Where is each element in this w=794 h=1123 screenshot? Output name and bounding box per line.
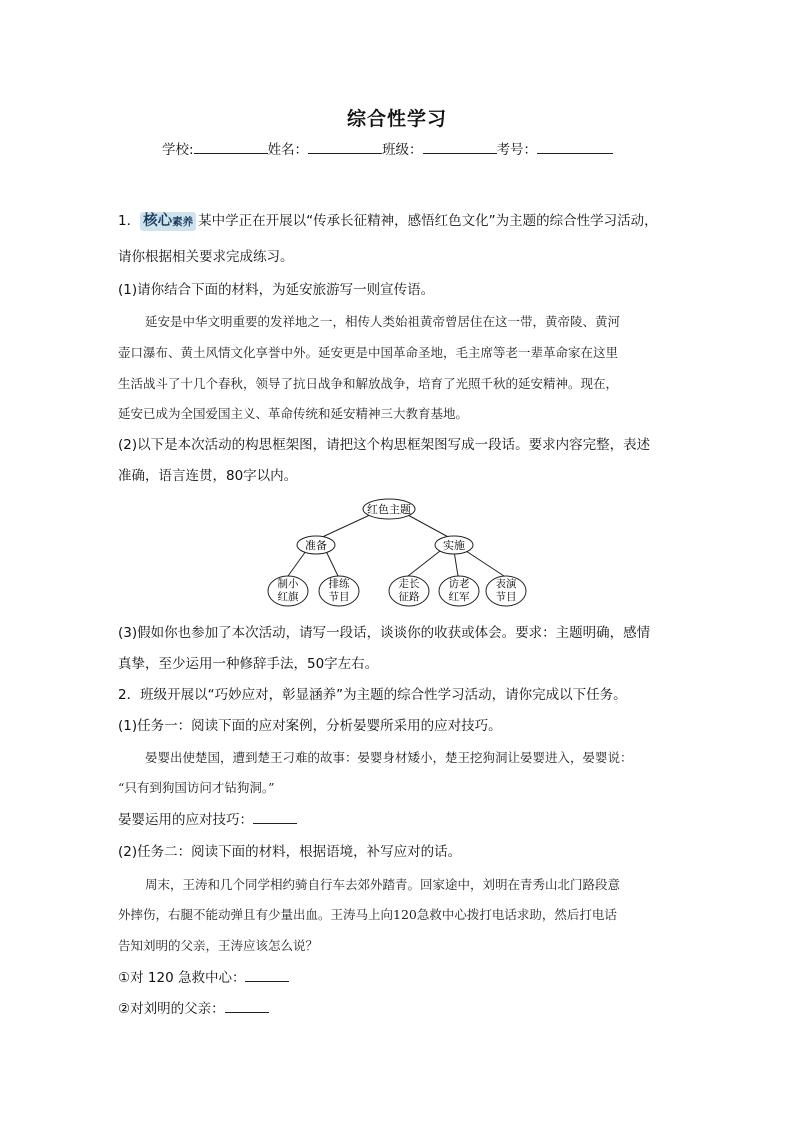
q1-part2-prompt-line1: (2)以下是本次活动的构思框架图，请把这个构思框架图写成一段话。要求内容完整，表述 xyxy=(118,437,651,453)
school-label: 学校: xyxy=(162,142,194,158)
q1-part2-prompt-line2: 准确，语言连贯，80字以内。 xyxy=(118,468,298,484)
q2-answer2-blank[interactable] xyxy=(225,999,269,1013)
leaf-label: 红旗 xyxy=(277,591,299,603)
leaf-node xyxy=(486,576,526,606)
q2-answer2 xyxy=(118,999,269,1018)
q2-task2-material-line: 告知刘明的父亲，王涛应该怎么说？ xyxy=(118,938,319,953)
core-literacy-badge xyxy=(140,212,196,231)
root-node-label: 红色主题 xyxy=(367,503,411,516)
q1-intro-line2: 请你根据相关要求完成练习。 xyxy=(118,249,294,265)
name-blank[interactable] xyxy=(308,139,382,154)
q2-task2-material-line: 外摔伤，右腿不能动弹且有少量出血。王涛马上向120急救中心拨打电话求助，然后打电话 xyxy=(118,907,617,922)
leaf-label: 节目 xyxy=(328,591,350,603)
q1-part3-prompt-line1: (3)假如你也参加了本次活动，请写一段话，谈谈你的收获或体会。要求：主题明确，感情 xyxy=(118,625,651,641)
q1-material-line: 延安是中华文明重要的发祥地之一，相传人类始祖黄帝曾居住在这一带，黄帝陵、黄河 xyxy=(145,314,621,329)
q1-material-line: 壶口瀑布、黄土风情文化享誉中外。延安更是中国革命圣地，毛主席等老一辈革命家在这里 xyxy=(118,345,619,360)
q2-task2-prompt: (2)任务二：阅读下面的材料，根据语境，补写应对的话。 xyxy=(118,844,462,860)
q2-intro: 2．班级开展以“巧妙应对，彰显涵养”为主题的综合性学习活动，请你完成以下任务。 xyxy=(118,687,627,703)
implement-node xyxy=(435,536,473,554)
leaf-node xyxy=(439,576,479,606)
q2-task2-material-line: 周末，王涛和几个同学相约骑自行车去郊外踏青。回家途中，刘明在青秀山北门路段意 xyxy=(145,877,621,892)
exam-no-blank[interactable] xyxy=(537,139,613,154)
q1-intro-text: 某中学正在开展以“传承长征精神，感悟红色文化”为主题的综合性学习活动， xyxy=(198,213,658,229)
q2-task1-material-line: “只有到狗国访问才钻狗洞。” xyxy=(118,780,275,795)
q1-part3-prompt-line2: 真挚，至少运用一种修辞手法，50字左右。 xyxy=(118,656,379,672)
q2-task1-answer xyxy=(118,810,297,829)
q1-material-line: 延安已成为全国爱国主义、革命传统和延安精神三大教育基地。 xyxy=(118,406,469,421)
badge-sub: 素养 xyxy=(172,216,194,228)
q2-task1-answer-label: 晏婴运用的应对技巧： xyxy=(118,812,253,828)
leaf-label: 制小 xyxy=(277,578,299,590)
class-label: 班级： xyxy=(382,142,423,158)
student-info-row xyxy=(162,138,613,158)
leaf-label: 走长 xyxy=(398,578,420,590)
leaf-node xyxy=(319,576,359,606)
q2-answer1 xyxy=(118,968,289,987)
q2-task1-answer-blank[interactable] xyxy=(253,810,297,824)
leaf-node xyxy=(389,576,429,606)
page-title: 综合性学习 xyxy=(346,108,447,130)
implement-node-label: 实施 xyxy=(443,539,465,552)
q2-task1-prompt: (1)任务一：阅读下面的应对案例，分析晏婴所采用的应对技巧。 xyxy=(118,718,502,734)
leaf-label: 排练 xyxy=(328,578,350,590)
class-blank[interactable] xyxy=(423,139,497,154)
prepare-node-label: 准备 xyxy=(305,539,327,552)
q1-number: 1． xyxy=(118,213,141,229)
q2-task1-material-line: 晏婴出使楚国，遭到楚王刁难的故事：晏婴身材矮小，楚王挖狗洞让晏婴进入，晏婴说： xyxy=(145,750,633,765)
q2-answer1-label: ①对 120 急救中心： xyxy=(118,970,246,986)
root-node xyxy=(363,499,415,519)
framework-diagram xyxy=(0,494,794,624)
leaf-node xyxy=(268,576,308,606)
leaf-label: 红军 xyxy=(448,591,470,603)
school-blank[interactable] xyxy=(194,139,268,154)
q1-material-line: 生活战斗了十几个春秋，领导了抗日战争和解放战争，培育了光照千秋的延安精神。现在， xyxy=(118,376,619,391)
badge-main: 核心 xyxy=(143,213,173,229)
leaf-label: 表演 xyxy=(495,578,517,590)
leaf-label: 征路 xyxy=(398,591,420,603)
q1-intro-line1 xyxy=(118,212,658,231)
q2-answer1-blank[interactable] xyxy=(245,968,289,982)
name-label: 姓名： xyxy=(267,142,309,158)
q2-answer2-label: ②对刘明的父亲： xyxy=(118,1001,225,1017)
q1-part1-prompt: (1)请你结合下面的材料，为延安旅游写一则宣传语。 xyxy=(118,282,435,298)
exam-no-label: 考号： xyxy=(496,142,538,158)
leaf-label: 节目 xyxy=(495,591,517,603)
prepare-node xyxy=(297,536,335,554)
leaf-label: 访老 xyxy=(448,578,470,590)
